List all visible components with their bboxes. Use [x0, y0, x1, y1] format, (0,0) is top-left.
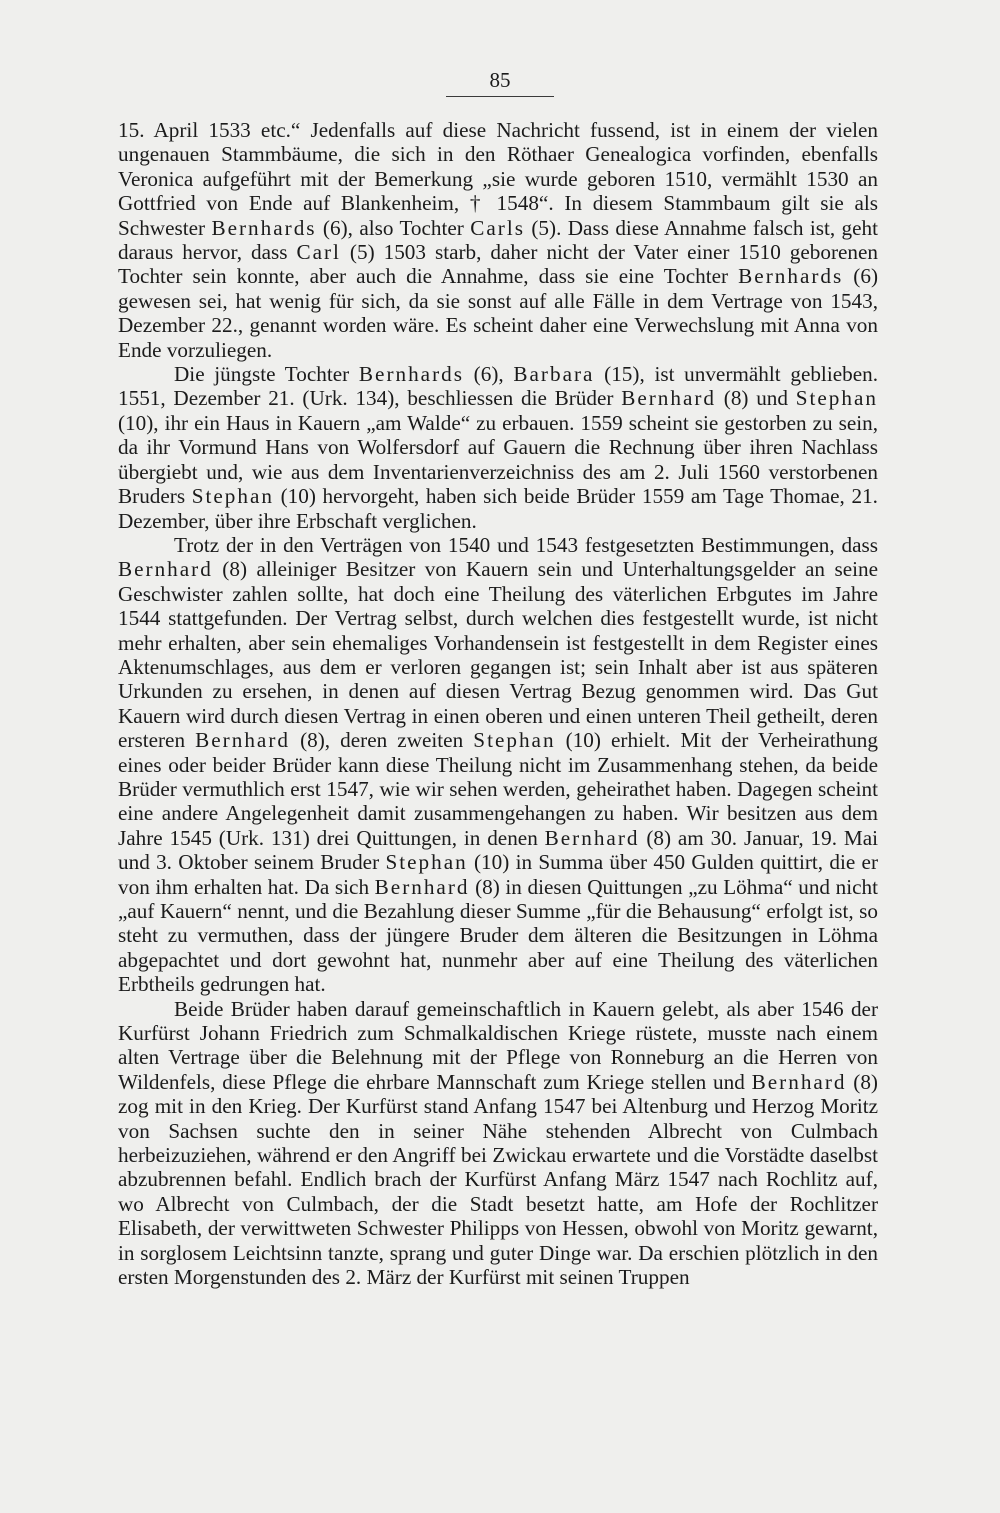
spaced-name: Stephan [385, 850, 468, 875]
text-run: (5) 1503 starb, daher nicht der Vater einer 1510 geborenen Tochter sein konnte, aber auch die Annahme, dass sie eine Tochter [118, 240, 879, 289]
text-run: (6), [463, 362, 514, 387]
spaced-name: Carl [296, 240, 341, 265]
text-run: (5). Dass diese Annahme falsch ist, geht daraus hervor, dass [118, 215, 878, 265]
text-run: (8), deren zweiten [289, 728, 474, 753]
text-run: (15), ist unvermählt geblieben. 1551, Dezember 21. (Urk. 134), beschliessen die Brüder [118, 362, 879, 411]
page-number: 85 [489, 68, 511, 92]
text-run: (8) am 30. Januar, 19. Mai und 3. Oktober seinem Bruder [118, 825, 878, 875]
text-run: (6), also Tochter [316, 215, 471, 240]
page-number-rule [446, 96, 554, 97]
spaced-name: Stephan [795, 386, 878, 411]
spaced-name: Bernhard [374, 874, 470, 899]
text-run: (8) in diesen Quittungen „zu Löhma“ und nicht „auf Kauern“ nennt, und die Bezahlung dieser Summe „für die Behausung“ erfolgt ist, so steht zu vermuthen, dass der jüngere Bruder dem älteren die Besitzungen in Löhma abgepachtet und dort gewohnt hat, nunmehr aber auf eine Theilung des väterlichen Erbtheils gedrungen hat. [118, 874, 878, 997]
paragraph [118, 997, 878, 1290]
text-run: (6) gewesen sei, hat wenig für sich, da sie sonst auf alle Fälle in dem Vertrage von 1543, Dezember 22., genannt worden wäre. Es scheint daher eine Verwechslung mit Anna von Ende vorzuliegen. [118, 264, 879, 362]
text-run: (8) alleiniger Besitzer von Kauern sein und Unterhaltungsgelder an seine Geschwister zahlen sollte, hat doch eine Theilung des väterlichen Erbgutes im Jahre 1544 stattgefunden. Der Vertrag selbst, durch welchen dies festgestellt wurde, ist nicht mehr erhalten, aber sein ehemaliges Vorhandensein ist festgestellt in dem Register eines Aktenumschlages, aus dem er verloren gegangen ist; sein Inhalt aber ist aus späteren Urkunden zu ersehen, in denen auf diesen Vertrag Bezug genommen wird. Das Gut Kauern wird durch diesen Vertrag in einen oberen und einen unteren Theil getheilt, deren ersteren [118, 557, 878, 753]
text-run: (8) zog mit in den Krieg. Der Kurfürst stand Anfang 1547 bei Altenburg und Herzog Moritz von Sachsen suchte den in seiner Nähe stehenden Albrecht von Culmbach herbeizuziehen, während er den Angriff bei Zwickau erwartete und die Vorstädte daselbst abzubrennen befahl. Endlich brach der Kurfürst Anfang März 1547 nach Rochlitz auf, wo Albrecht von Culmbach, der die Stadt besetzt hatte, am Hofe der Rochlitzer Elisabeth, der verwittweten Schwester Philipps von Hessen, obwohl von Moritz gewarnt, in sorglosem Leichtsinn tanzte, sprang und guter Dinge war. Da erschien plötzlich in den ersten Morgenstunden des 2. März der Kurfürst mit seinen Truppen [118, 1069, 878, 1290]
spaced-name: Barbara [513, 362, 595, 387]
spaced-name: Carls [470, 215, 525, 240]
text-run: (10) hervorgeht, haben sich beide Brüder 1559 am Tage Thomae, 21. Dezember, über ihre Erbschaft verglichen. [118, 484, 878, 533]
spaced-name: Bernhards [358, 362, 464, 387]
paragraph [118, 533, 878, 997]
text-run: (10) erhielt. Mit der Verheirathung eines oder beider Brüder kann diese Theilung nicht im Zusammenhang stehen, da beide Brüder vermuthlich erst 1547, wie wir sehen werden, geheirathet haben. Dagegen scheint eine andere Angelegenheit damit zusammengehangen zu haben. Wir besitzen aus dem Jahre 1545 (Urk. 131) drei Quittungen, in denen [118, 728, 878, 850]
text-run: Beide Brüder haben darauf gemeinschaftlich in Kauern gelebt, als aber 1546 der Kurfürst Johann Friedrich zum Schmalkaldischen Kriege rüstete, musste nach einem alten Vertrage über die Belehnung mit der Pflege von Ronneburg an die Herren von Wildenfels, diese Pflege die ehrbare Mannschaft zum Kriege stellen und [118, 996, 878, 1094]
spaced-name: Bernhard [118, 557, 213, 582]
spaced-name: Bernhard [544, 825, 640, 850]
text-run: Die jüngste Tochter [174, 362, 359, 387]
text-run: (10), ihr ein Haus in Kauern „am Walde“ zu erbauen. 1559 scheint sie gestorben zu sein, da ihr Vormund Hans von Wolfersdorf auf Gauern die Rechnung über ihren Nachlass übergiebt und, wie aus dem Inventarienverzeichniss des am 2. Juli 1560 verstorbenen Bruders [118, 410, 878, 509]
spaced-name: Bernhard [621, 386, 717, 411]
text-run: 15. April 1533 etc.“ Jedenfalls auf diese Nachricht fussend, ist in einem der vielen ungenauen Stammbäume, die sich in den Röthaer Genealogica vorfinden, ebenfalls Veronica aufgeführt mit der Bemerkung „sie wurde geboren 1510, vermählt 1530 an Gottfried von Ende auf Blankenheim, † 1548“. In diesem Stammbaum gilt sie als Schwester [118, 118, 878, 240]
spaced-name: Stephan [473, 728, 556, 753]
spaced-name: Bernhard [751, 1069, 847, 1094]
text-run: (10) in Summa über 450 Gulden quittirt, die er von ihm erhalten hat. Da sich [118, 850, 879, 899]
paragraph [118, 118, 878, 362]
body-text [118, 118, 878, 1290]
spaced-name: Bernhards [211, 215, 317, 240]
paragraph [118, 362, 878, 533]
text-run: Trotz der in den Verträgen von 1540 und 1543 festgesetzten Bestimmungen, dass [174, 532, 878, 557]
spaced-name: Stephan [191, 484, 274, 509]
spaced-name: Bernhard [195, 728, 290, 753]
text-run: (8) und [716, 386, 796, 411]
spaced-name: Bernhards [738, 264, 844, 289]
